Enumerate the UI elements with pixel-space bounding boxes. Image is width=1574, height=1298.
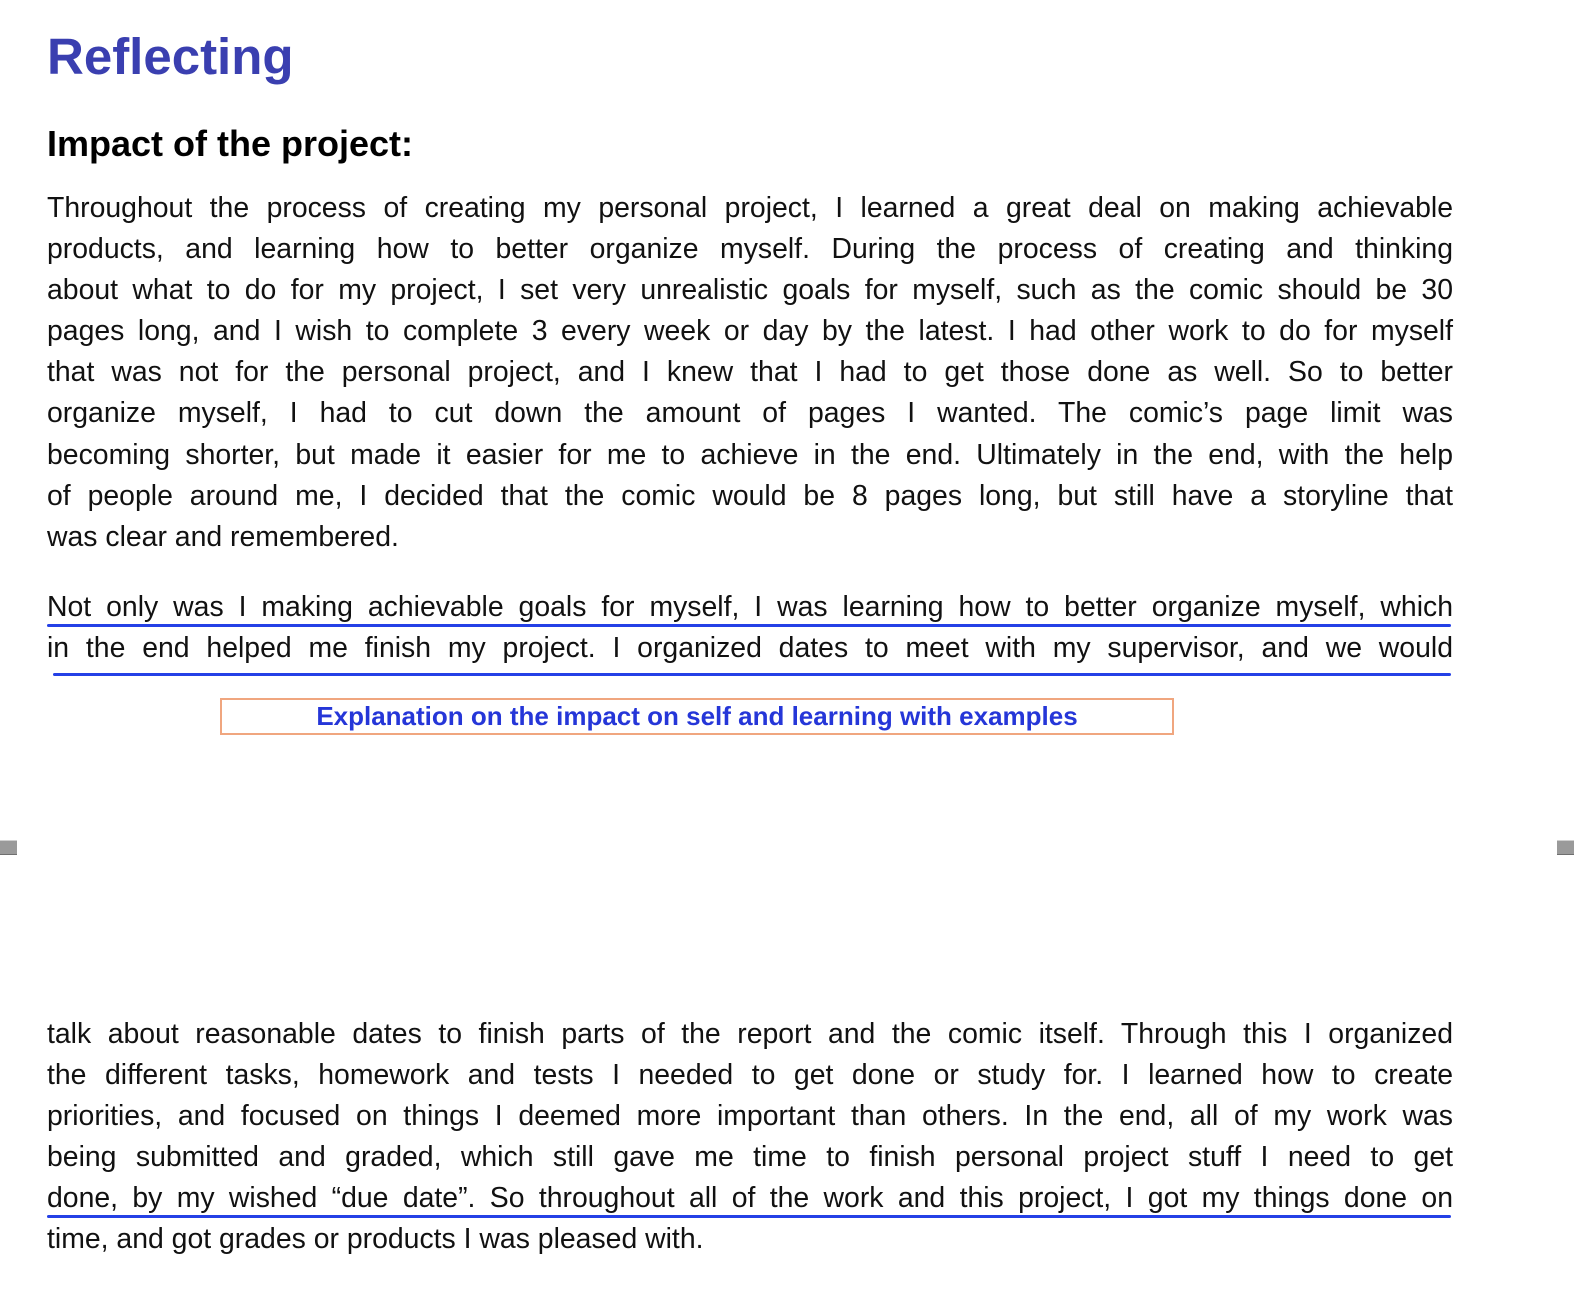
text-line: pages long, and I wish to complete 3 every week or day by the latest. I had other work to do for myself: [47, 315, 1453, 348]
text-line: talk about reasonable dates to finish parts of the report and the comic itself. Through this I organized: [47, 1018, 1453, 1050]
page-break-marker-right: [1557, 840, 1574, 855]
text-line: the different tasks, homework and tests I needed to get done or study for. I learned how to create: [47, 1059, 1453, 1092]
text-line: priorities, and focused on things I deemed more important than others. In the end, all of my work was: [47, 1100, 1453, 1133]
page-title: Reflecting: [47, 28, 294, 85]
paragraph-organization: [47, 587, 1453, 669]
highlight-underline: [47, 1215, 1451, 1218]
text-line: Throughout the process of creating my personal project, I learned a great deal on making achievable: [47, 192, 1453, 224]
page-break-marker-left: [0, 840, 17, 855]
paragraph-continuation: [47, 1014, 1453, 1261]
text-line: Not only was I making achievable goals for myself, I was learning how to better organize myself, which: [47, 591, 1453, 623]
highlight-underline: [47, 624, 1451, 627]
text-line: about what to do for my project, I set very unrealistic goals for myself, such as the comic should be 30: [47, 274, 1453, 307]
highlight-underline: [53, 673, 1451, 676]
text-line: in the end helped me finish my project. I organized dates to meet with my supervisor, and we would: [47, 632, 1453, 665]
text-line: of people around me, I decided that the comic would be 8 pages long, but still have a storyline that: [47, 479, 1453, 512]
paragraph-impact-intro: [47, 188, 1453, 558]
text-line: time, and got grades or products I was pleased with.: [47, 1223, 704, 1256]
text-line: being submitted and graded, which still gave me time to finish personal project stuff I need to get: [47, 1141, 1453, 1174]
text-line: that was not for the personal project, and I knew that I had to get those done as well. So to better: [47, 356, 1453, 389]
text-line: organize myself, I had to cut down the amount of pages I wanted. The comic’s page limit was: [47, 397, 1453, 430]
text-line: becoming shorter, but made it easier for me to achieve in the end. Ultimately in the end, with the help: [47, 438, 1453, 471]
text-line: done, by my wished “due date”. So throughout all of the work and this project, I got my things done on: [47, 1182, 1453, 1215]
text-line: products, and learning how to better organize myself. During the process of creating and thinking: [47, 233, 1453, 266]
text-line: was clear and remembered.: [47, 520, 399, 553]
section-heading: Impact of the project:: [47, 123, 414, 164]
annotation-comment: Explanation on the impact on self and learning with examples: [220, 698, 1174, 735]
